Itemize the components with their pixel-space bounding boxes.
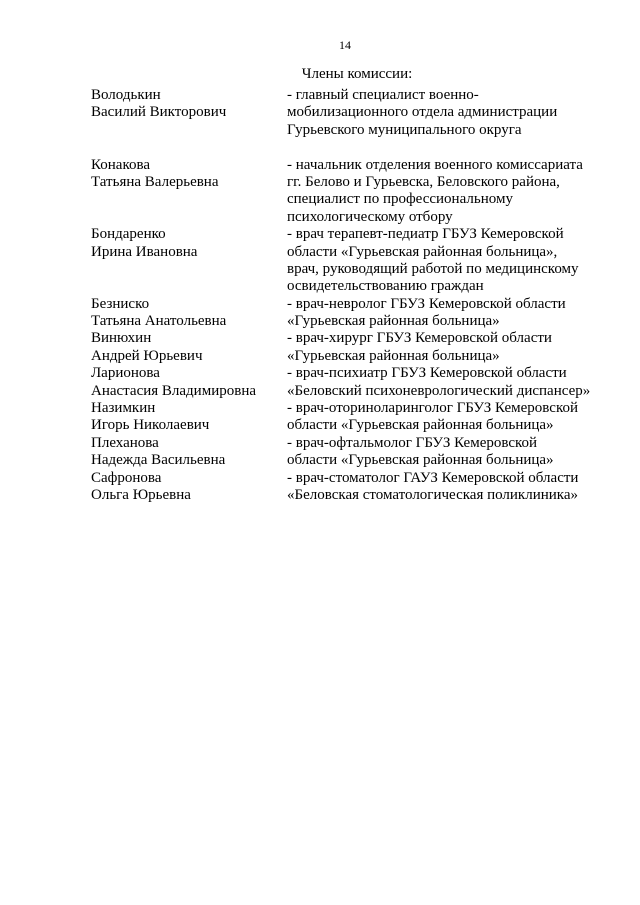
member-row bbox=[91, 365, 601, 400]
member-role-line: - врач-стоматолог ГАУЗ Кемеровской области bbox=[287, 469, 579, 486]
member-role-line: мобилизационного отдела администрации bbox=[287, 104, 558, 121]
member-name-line: Анастасия Владимировна bbox=[91, 382, 256, 399]
member-role bbox=[287, 87, 601, 139]
member-role-line: области «Гурьевская районная больница» bbox=[287, 452, 554, 469]
member-role-line: - врач-невролог ГБУЗ Кемеровской области bbox=[287, 295, 566, 312]
member-role-line: «Беловский психоневрологический диспансер» bbox=[287, 382, 591, 399]
member-row bbox=[91, 226, 601, 296]
member-name bbox=[91, 226, 287, 296]
member-role-line: - начальник отделения военного комиссариата bbox=[287, 156, 583, 173]
member-role bbox=[287, 157, 601, 227]
section-title: Члены комиссии: bbox=[301, 66, 413, 82]
member-role-line: освидетельствованию граждан bbox=[287, 278, 484, 295]
member-role bbox=[287, 400, 601, 435]
member-name-line: Игорь Николаевич bbox=[91, 417, 210, 434]
member-name-line: Винюхин bbox=[91, 330, 152, 347]
member-name bbox=[91, 87, 287, 139]
member-name-line: Ольга Юрьевна bbox=[91, 486, 191, 503]
member-name bbox=[91, 400, 287, 435]
member-row bbox=[91, 296, 601, 331]
member-role-line: «Беловская стоматологическая поликлиника» bbox=[287, 486, 579, 503]
member-role-line: «Гурьевская районная больница» bbox=[287, 313, 500, 330]
member-name-line: Володькин bbox=[91, 87, 161, 103]
member-name-line: Конакова bbox=[91, 156, 151, 173]
member-role-line: - врач-психиатр ГБУЗ Кемеровской области bbox=[287, 365, 567, 382]
member-name-line: Надежда Васильевна bbox=[91, 452, 226, 469]
member-role-line: - врач-хирург ГБУЗ Кемеровской области bbox=[287, 330, 552, 347]
member-role-line: психологическому отбору bbox=[287, 208, 453, 225]
member-row bbox=[91, 470, 601, 505]
member-role-line: «Гурьевская районная больница» bbox=[287, 347, 500, 364]
member-name bbox=[91, 296, 287, 331]
member-name-line: Безниско bbox=[91, 295, 150, 312]
member-role-line: специалист по профессиональному bbox=[287, 191, 513, 208]
member-role bbox=[287, 226, 601, 296]
member-row bbox=[91, 435, 601, 470]
member-row bbox=[91, 157, 601, 227]
member-role-line: области «Гурьевская районная больница», bbox=[287, 243, 558, 260]
member-name bbox=[91, 157, 287, 227]
member-row bbox=[91, 330, 601, 365]
member-role bbox=[287, 330, 601, 365]
member-role bbox=[287, 435, 601, 470]
member-role-line: - врач-оториноларинголог ГБУЗ Кемеровской bbox=[287, 400, 578, 417]
member-role-line: Гурьевского муниципального округа bbox=[287, 121, 522, 138]
member-role-line: - главный специалист военно- bbox=[287, 87, 479, 103]
member-name bbox=[91, 435, 287, 470]
member-role bbox=[287, 470, 601, 505]
member-name-line: Назимкин bbox=[91, 400, 156, 417]
member-role-line: - врач-офтальмолог ГБУЗ Кемеровской bbox=[287, 434, 538, 451]
member-name-line: Василий Викторович bbox=[91, 104, 227, 121]
member-name bbox=[91, 330, 287, 365]
member-name-line: Ирина Ивановна bbox=[91, 243, 198, 260]
commission-members-list bbox=[91, 87, 601, 504]
member-row bbox=[91, 400, 601, 435]
member-name-line: Ларионова bbox=[91, 365, 160, 382]
member-role-line: - врач терапевт-педиатр ГБУЗ Кемеровской bbox=[287, 226, 564, 243]
member-name bbox=[91, 365, 287, 400]
member-role bbox=[287, 365, 601, 400]
page-number: 14 bbox=[339, 38, 351, 52]
member-name-line: Бондаренко bbox=[91, 226, 166, 243]
member-name bbox=[91, 470, 287, 505]
blank-line bbox=[91, 139, 601, 156]
member-role-line: гг. Белово и Гурьевска, Беловского района, bbox=[287, 173, 560, 190]
member-name-line: Татьяна Валерьевна bbox=[91, 173, 219, 190]
member-name-line: Татьяна Анатольевна bbox=[91, 313, 227, 330]
member-role-line: врач, руководящий работой по медицинскому bbox=[287, 260, 579, 277]
member-role-line: области «Гурьевская районная больница» bbox=[287, 417, 554, 434]
member-role bbox=[287, 296, 601, 331]
member-name-line: Сафронова bbox=[91, 469, 162, 486]
member-row bbox=[91, 87, 601, 139]
member-name-line: Андрей Юрьевич bbox=[91, 347, 203, 364]
member-name-line: Плеханова bbox=[91, 434, 159, 451]
